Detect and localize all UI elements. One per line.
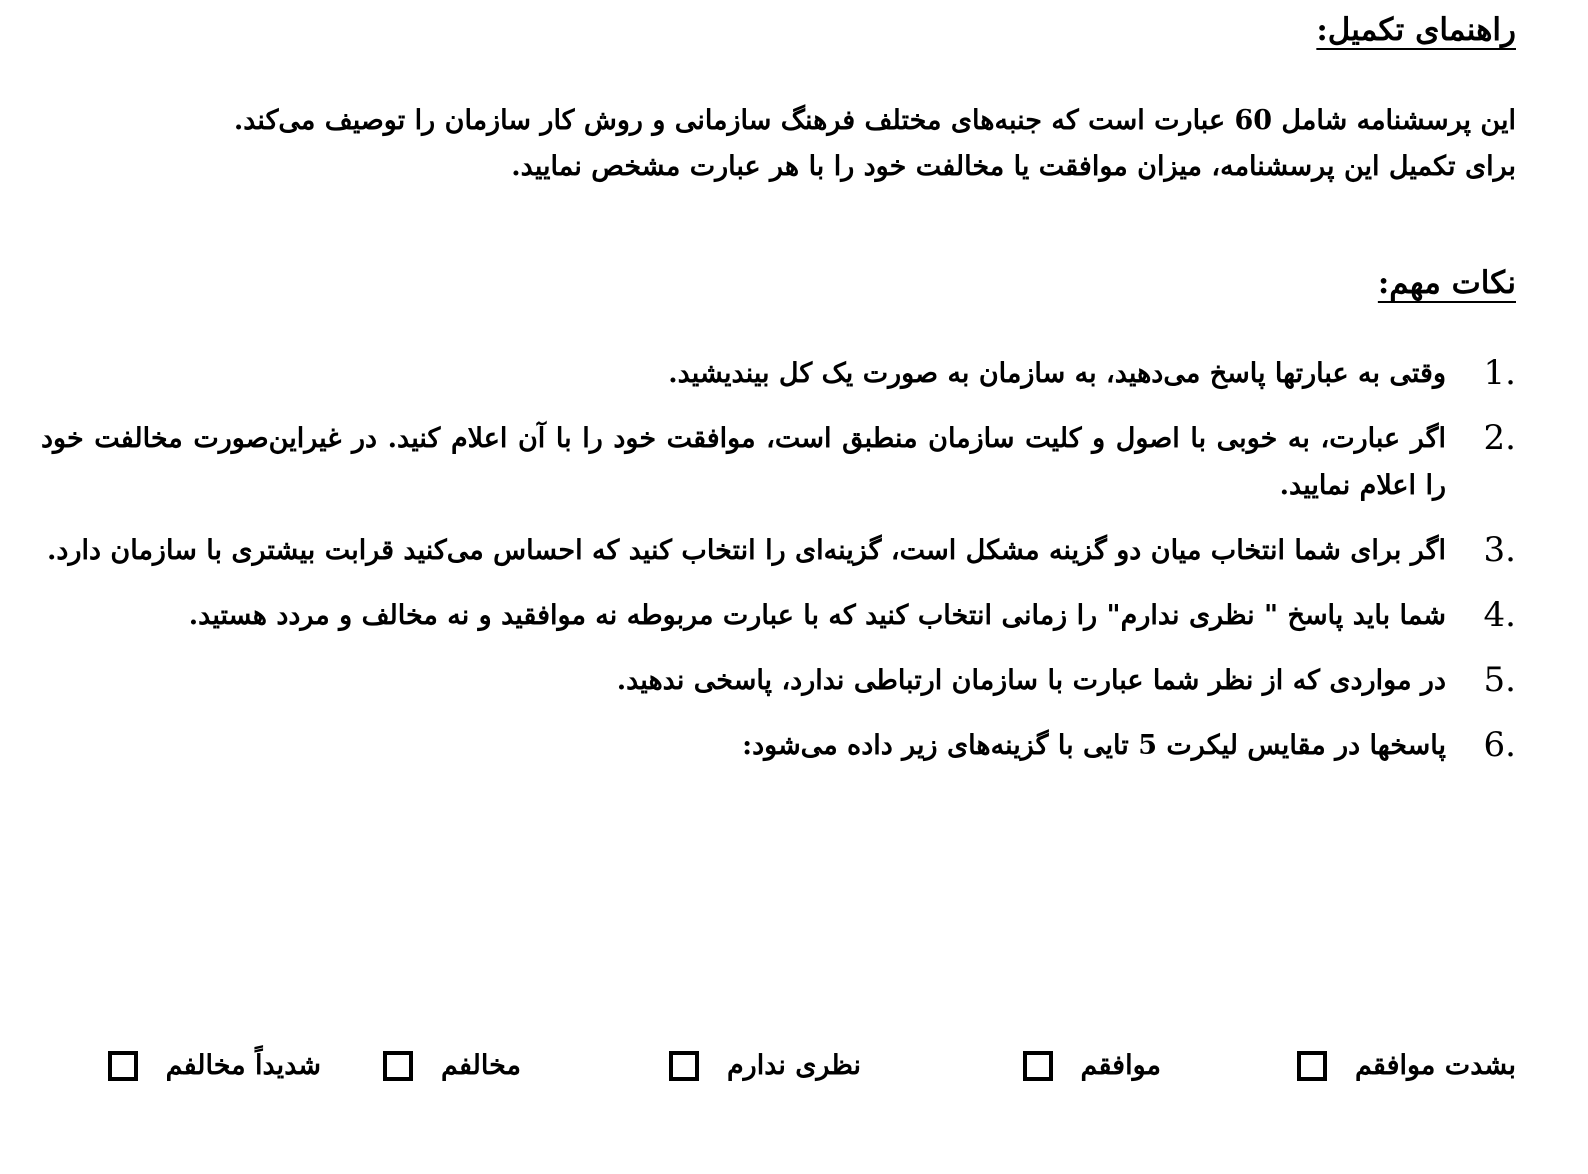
note-number: 2. [1483,418,1516,458]
note-item-5 [41,657,1516,704]
notes-list [41,350,1516,787]
option-strongly-disagree[interactable] [108,1050,321,1081]
option-label: مخالفم [441,1050,521,1081]
note-number: 3. [1483,530,1516,570]
note-number: 4. [1483,595,1516,635]
checkbox[interactable] [1023,1051,1053,1081]
checkbox[interactable] [108,1051,138,1081]
note-text: در مواردی که از نظر شما عبارت با سازمان ارتباطی ندارد، پاسخی ندهید. [616,665,1446,696]
guide-title: راهنمای تکمیل: [1316,12,1516,48]
note-number: 1. [1483,353,1516,393]
option-label: بشدت موافقم [1354,1050,1516,1081]
checkbox[interactable] [669,1051,699,1081]
note-number: 5. [1483,660,1516,700]
note-text: اگر عبارت، به خوبی با اصول و کلیت سازمان منطبق است، موافقت خود را با آن اعلام کنید. در غیراین‌صورت مخالفت خود را اعلام نمایید. [41,423,1446,501]
note-text: اگر برای شما انتخاب میان دو گزینه مشکل است، گزینه‌ای را انتخاب کنید که احساس می‌کنید قرابت بیشتری با سازمان دارد. [47,535,1446,566]
checkbox[interactable] [383,1051,413,1081]
option-agree[interactable] [1023,1050,1161,1081]
option-no-opinion[interactable] [669,1050,861,1081]
option-label: نظری ندارم [726,1050,861,1081]
note-number: 6. [1483,725,1516,765]
option-disagree[interactable] [383,1050,521,1081]
option-label: موافقم [1080,1050,1161,1081]
note-item-3 [41,527,1516,574]
note-text: پاسخها در مقایس لیکرت 5 تایی با گزینه‌های زیر داده می‌شود: [742,730,1446,761]
note-item-1 [41,350,1516,397]
note-text: شما باید پاسخ " نظری ندارم" را زمانی انتخاب کنید که با عبارت مربوطه نه موافقید و نه مخالف و مردد هستید. [188,600,1446,631]
notes-title: نکات مهم: [1377,265,1516,301]
option-strongly-agree[interactable] [1297,1050,1516,1081]
guide-line-1: این پرسشنامه شامل 60 عبارت است که جنبه‌های مختلف فرهنگ سازمانی و روش کار سازمان را توصیف می‌کند. [233,105,1516,136]
note-text: وقتی به عبارتها پاسخ می‌دهید، به سازمان به صورت یک کل بیندیشید. [668,358,1446,389]
note-item-6 [41,722,1516,769]
checkbox[interactable] [1297,1051,1327,1081]
option-label: شدیداً مخالفم [165,1050,321,1081]
note-item-2 [41,415,1516,509]
guide-line-2: برای تکمیل این پرسشنامه، میزان موافقت یا مخالفت خود را با هر عبارت مشخص نمایید. [511,151,1516,182]
likert-scale [96,1050,1516,1110]
note-item-4 [41,592,1516,639]
